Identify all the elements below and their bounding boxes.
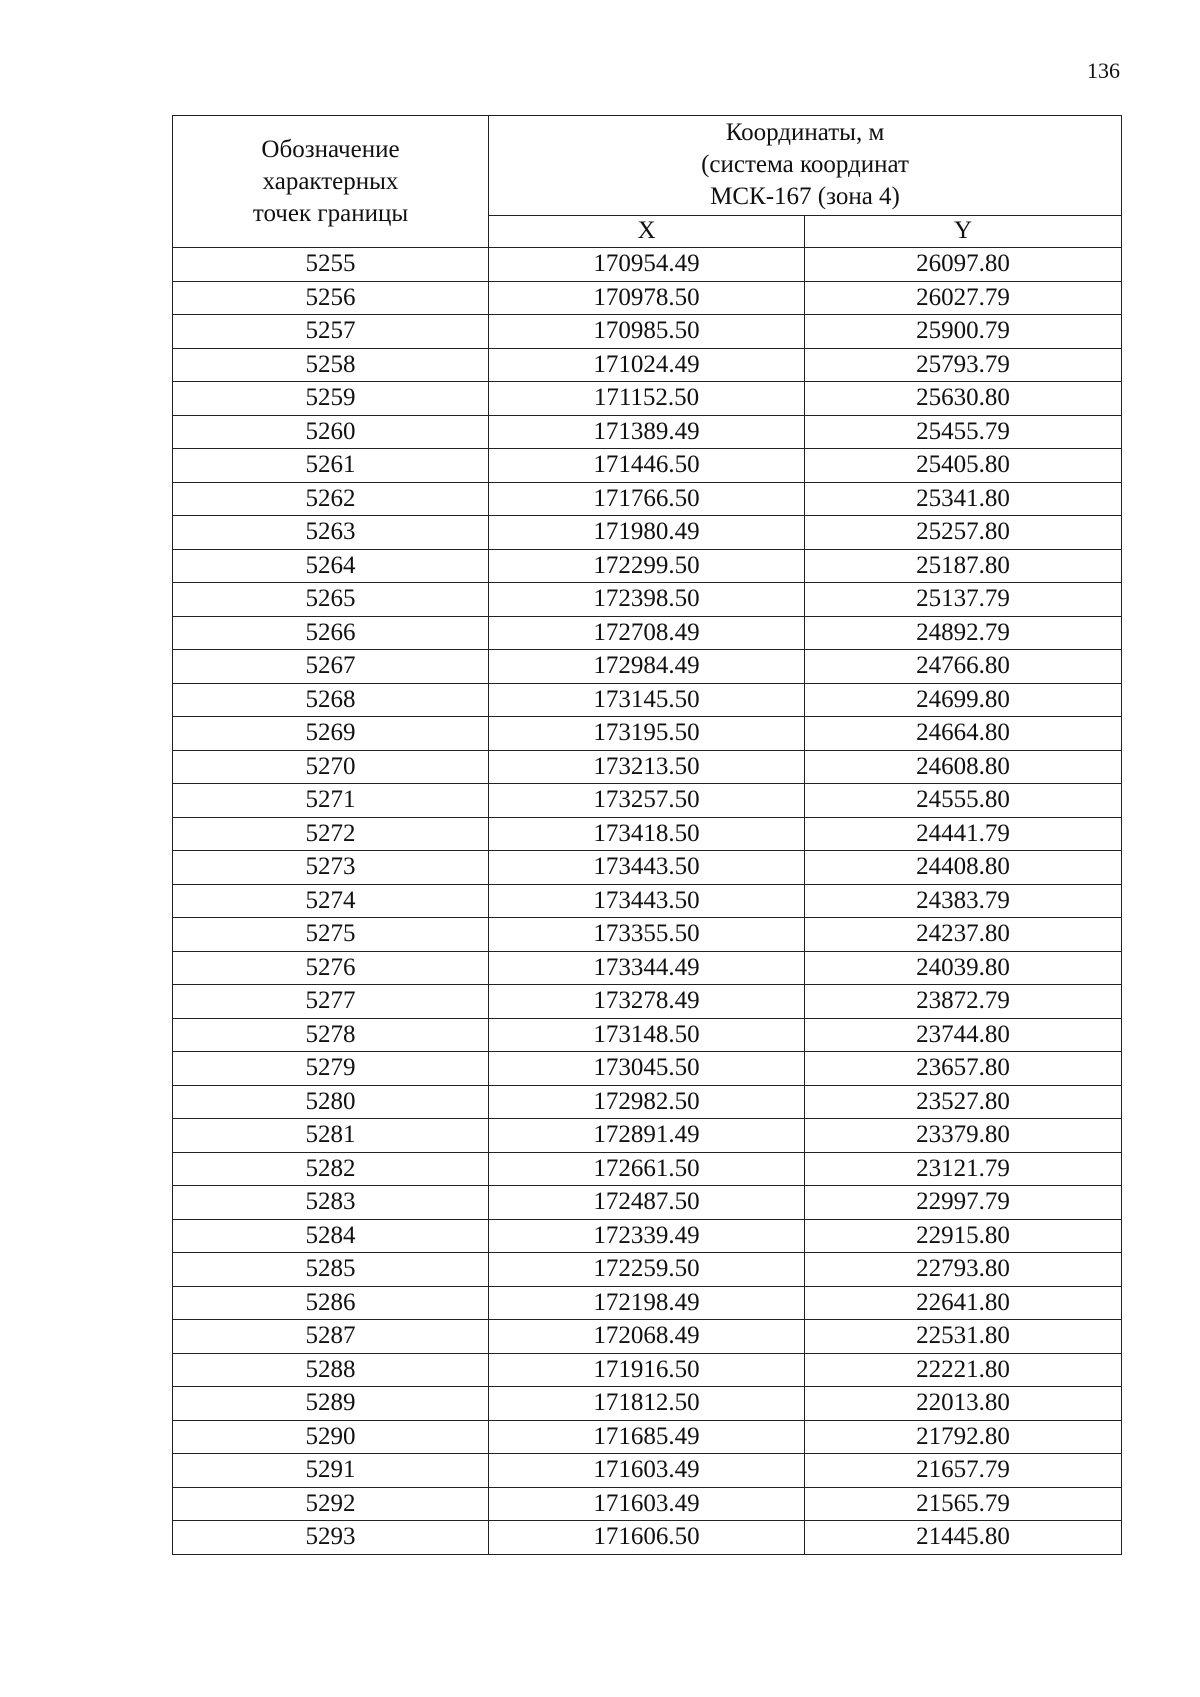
y-coordinate-cell: 21565.79 bbox=[805, 1487, 1122, 1521]
table-row bbox=[173, 750, 1122, 784]
x-coordinate-cell: 173145.50 bbox=[489, 683, 805, 717]
point-id-cell: 5290 bbox=[173, 1420, 489, 1454]
point-id-cell: 5274 bbox=[173, 884, 489, 918]
x-coordinate-cell: 173045.50 bbox=[489, 1052, 805, 1086]
x-coordinate-cell: 173443.50 bbox=[489, 851, 805, 885]
y-coordinate-cell: 25630.80 bbox=[805, 382, 1122, 416]
point-id-cell: 5291 bbox=[173, 1454, 489, 1488]
x-coordinate-cell: 171389.49 bbox=[489, 415, 805, 449]
x-coordinate-cell: 171606.50 bbox=[489, 1521, 805, 1555]
point-id-cell: 5288 bbox=[173, 1353, 489, 1387]
y-coordinate-cell: 25900.79 bbox=[805, 315, 1122, 349]
table-row bbox=[173, 1253, 1122, 1287]
x-coordinate-cell: 173344.49 bbox=[489, 951, 805, 985]
table-row bbox=[173, 348, 1122, 382]
point-id-cell: 5273 bbox=[173, 851, 489, 885]
y-coordinate-cell: 24408.80 bbox=[805, 851, 1122, 885]
y-coordinate-cell: 22915.80 bbox=[805, 1219, 1122, 1253]
table-row bbox=[173, 717, 1122, 751]
x-coordinate-cell: 172259.50 bbox=[489, 1253, 805, 1287]
y-coordinate-cell: 24892.79 bbox=[805, 616, 1122, 650]
table-row bbox=[173, 650, 1122, 684]
table-row bbox=[173, 1018, 1122, 1052]
y-coordinate-cell: 23744.80 bbox=[805, 1018, 1122, 1052]
table-row bbox=[173, 482, 1122, 516]
x-coordinate-cell: 172339.49 bbox=[489, 1219, 805, 1253]
point-id-cell: 5276 bbox=[173, 951, 489, 985]
x-coordinate-cell: 171980.49 bbox=[489, 516, 805, 550]
y-coordinate-cell: 25341.80 bbox=[805, 482, 1122, 516]
y-coordinate-cell: 23657.80 bbox=[805, 1052, 1122, 1086]
point-id-cell: 5267 bbox=[173, 650, 489, 684]
x-coordinate-cell: 173257.50 bbox=[489, 784, 805, 818]
point-id-cell: 5280 bbox=[173, 1085, 489, 1119]
y-coordinate-cell: 24664.80 bbox=[805, 717, 1122, 751]
table-row bbox=[173, 784, 1122, 818]
table-row bbox=[173, 1487, 1122, 1521]
y-coordinate-cell: 23379.80 bbox=[805, 1119, 1122, 1153]
x-coordinate-cell: 173278.49 bbox=[489, 985, 805, 1019]
table-row bbox=[173, 1085, 1122, 1119]
y-coordinate-cell: 25257.80 bbox=[805, 516, 1122, 550]
coords-header-line: Координаты, м bbox=[725, 119, 885, 147]
point-id-cell: 5262 bbox=[173, 482, 489, 516]
y-coordinate-cell: 24441.79 bbox=[805, 817, 1122, 851]
table-row bbox=[173, 1119, 1122, 1153]
table-row bbox=[173, 884, 1122, 918]
point-id-cell: 5286 bbox=[173, 1286, 489, 1320]
table-row bbox=[173, 951, 1122, 985]
x-column-header: X bbox=[489, 215, 805, 247]
y-coordinate-cell: 24237.80 bbox=[805, 918, 1122, 952]
point-id-cell: 5283 bbox=[173, 1186, 489, 1220]
table-row bbox=[173, 1353, 1122, 1387]
y-coordinate-cell: 26027.79 bbox=[805, 281, 1122, 315]
table-body bbox=[173, 248, 1122, 1555]
x-coordinate-cell: 171152.50 bbox=[489, 382, 805, 416]
table-row bbox=[173, 248, 1122, 282]
y-coordinate-cell: 22641.80 bbox=[805, 1286, 1122, 1320]
point-header-line: Обозначение bbox=[261, 135, 400, 163]
y-coordinate-cell: 21792.80 bbox=[805, 1420, 1122, 1454]
y-coordinate-cell: 24039.80 bbox=[805, 951, 1122, 985]
table-row bbox=[173, 1186, 1122, 1220]
y-coordinate-cell: 21445.80 bbox=[805, 1521, 1122, 1555]
table-row bbox=[173, 1521, 1122, 1555]
x-coordinate-cell: 172708.49 bbox=[489, 616, 805, 650]
y-coordinate-cell: 23121.79 bbox=[805, 1152, 1122, 1186]
x-coordinate-cell: 172398.50 bbox=[489, 583, 805, 617]
y-coordinate-cell: 22013.80 bbox=[805, 1387, 1122, 1421]
point-id-cell: 5270 bbox=[173, 750, 489, 784]
y-coordinate-cell: 25455.79 bbox=[805, 415, 1122, 449]
y-coordinate-cell: 24383.79 bbox=[805, 884, 1122, 918]
y-coordinate-cell: 23872.79 bbox=[805, 985, 1122, 1019]
point-designation-header bbox=[173, 116, 489, 248]
x-coordinate-cell: 170978.50 bbox=[489, 281, 805, 315]
table-row bbox=[173, 1052, 1122, 1086]
point-id-cell: 5281 bbox=[173, 1119, 489, 1153]
table-row bbox=[173, 1387, 1122, 1421]
x-coordinate-cell: 172661.50 bbox=[489, 1152, 805, 1186]
table-row bbox=[173, 1420, 1122, 1454]
y-coordinate-cell: 22531.80 bbox=[805, 1320, 1122, 1354]
point-header-line: характерных bbox=[262, 167, 399, 195]
y-coordinate-cell: 22221.80 bbox=[805, 1353, 1122, 1387]
point-id-cell: 5257 bbox=[173, 315, 489, 349]
table-row bbox=[173, 415, 1122, 449]
y-coordinate-cell: 22997.79 bbox=[805, 1186, 1122, 1220]
point-id-cell: 5258 bbox=[173, 348, 489, 382]
x-coordinate-cell: 172299.50 bbox=[489, 549, 805, 583]
point-id-cell: 5272 bbox=[173, 817, 489, 851]
x-coordinate-cell: 172487.50 bbox=[489, 1186, 805, 1220]
x-coordinate-cell: 172198.49 bbox=[489, 1286, 805, 1320]
y-coordinate-cell: 24699.80 bbox=[805, 683, 1122, 717]
point-id-cell: 5265 bbox=[173, 583, 489, 617]
table-row bbox=[173, 1219, 1122, 1253]
x-coordinate-cell: 171685.49 bbox=[489, 1420, 805, 1454]
y-coordinate-cell: 22793.80 bbox=[805, 1253, 1122, 1287]
point-id-cell: 5256 bbox=[173, 281, 489, 315]
point-id-cell: 5275 bbox=[173, 918, 489, 952]
x-coordinate-cell: 171446.50 bbox=[489, 449, 805, 483]
y-coordinate-cell: 21657.79 bbox=[805, 1454, 1122, 1488]
x-coordinate-cell: 171603.49 bbox=[489, 1454, 805, 1488]
x-coordinate-cell: 172982.50 bbox=[489, 1085, 805, 1119]
x-coordinate-cell: 171812.50 bbox=[489, 1387, 805, 1421]
point-id-cell: 5264 bbox=[173, 549, 489, 583]
table-row bbox=[173, 281, 1122, 315]
x-coordinate-cell: 171916.50 bbox=[489, 1353, 805, 1387]
table-row bbox=[173, 315, 1122, 349]
x-coordinate-cell: 170954.49 bbox=[489, 248, 805, 282]
point-id-cell: 5284 bbox=[173, 1219, 489, 1253]
point-id-cell: 5292 bbox=[173, 1487, 489, 1521]
point-id-cell: 5287 bbox=[173, 1320, 489, 1354]
x-coordinate-cell: 173355.50 bbox=[489, 918, 805, 952]
point-id-cell: 5260 bbox=[173, 415, 489, 449]
point-id-cell: 5269 bbox=[173, 717, 489, 751]
point-id-cell: 5271 bbox=[173, 784, 489, 818]
x-coordinate-cell: 172984.49 bbox=[489, 650, 805, 684]
x-coordinate-cell: 172068.49 bbox=[489, 1320, 805, 1354]
x-coordinate-cell: 173195.50 bbox=[489, 717, 805, 751]
coordinates-table bbox=[172, 115, 1122, 1555]
x-coordinate-cell: 171024.49 bbox=[489, 348, 805, 382]
point-id-cell: 5259 bbox=[173, 382, 489, 416]
table-row bbox=[173, 549, 1122, 583]
x-coordinate-cell: 170985.50 bbox=[489, 315, 805, 349]
coords-header-line: МСК-167 (зона 4) bbox=[710, 183, 900, 211]
x-coordinate-cell: 173418.50 bbox=[489, 817, 805, 851]
table-header bbox=[173, 116, 1122, 248]
table-row bbox=[173, 817, 1122, 851]
coordinates-group-header bbox=[489, 116, 1122, 216]
page-number: 136 bbox=[1087, 58, 1120, 83]
point-id-cell: 5268 bbox=[173, 683, 489, 717]
point-id-cell: 5293 bbox=[173, 1521, 489, 1555]
y-coordinate-cell: 25137.79 bbox=[805, 583, 1122, 617]
table-row bbox=[173, 1320, 1122, 1354]
y-coordinate-cell: 26097.80 bbox=[805, 248, 1122, 282]
table-row bbox=[173, 918, 1122, 952]
table-row bbox=[173, 851, 1122, 885]
x-coordinate-cell: 172891.49 bbox=[489, 1119, 805, 1153]
x-coordinate-cell: 171766.50 bbox=[489, 482, 805, 516]
y-coordinate-cell: 24766.80 bbox=[805, 650, 1122, 684]
y-coordinate-cell: 24608.80 bbox=[805, 750, 1122, 784]
point-id-cell: 5285 bbox=[173, 1253, 489, 1287]
y-coordinate-cell: 23527.80 bbox=[805, 1085, 1122, 1119]
point-id-cell: 5278 bbox=[173, 1018, 489, 1052]
table-row bbox=[173, 1152, 1122, 1186]
table-row bbox=[173, 382, 1122, 416]
table-row bbox=[173, 985, 1122, 1019]
point-id-cell: 5255 bbox=[173, 248, 489, 282]
table-row bbox=[173, 683, 1122, 717]
table-row bbox=[173, 516, 1122, 550]
point-id-cell: 5263 bbox=[173, 516, 489, 550]
y-coordinate-cell: 24555.80 bbox=[805, 784, 1122, 818]
x-coordinate-cell: 173148.50 bbox=[489, 1018, 805, 1052]
y-coordinate-cell: 25405.80 bbox=[805, 449, 1122, 483]
table-row bbox=[173, 583, 1122, 617]
point-header-line: точек границы bbox=[252, 199, 409, 227]
point-id-cell: 5261 bbox=[173, 449, 489, 483]
x-coordinate-cell: 173213.50 bbox=[489, 750, 805, 784]
table-row bbox=[173, 1286, 1122, 1320]
point-id-cell: 5289 bbox=[173, 1387, 489, 1421]
y-column-header: Y bbox=[805, 215, 1122, 247]
coords-header-line: (система координат bbox=[701, 151, 909, 179]
y-coordinate-cell: 25187.80 bbox=[805, 549, 1122, 583]
table-row bbox=[173, 1454, 1122, 1488]
point-id-cell: 5282 bbox=[173, 1152, 489, 1186]
point-id-cell: 5266 bbox=[173, 616, 489, 650]
table-row bbox=[173, 449, 1122, 483]
point-id-cell: 5277 bbox=[173, 985, 489, 1019]
table-row bbox=[173, 616, 1122, 650]
y-coordinate-cell: 25793.79 bbox=[805, 348, 1122, 382]
x-coordinate-cell: 173443.50 bbox=[489, 884, 805, 918]
point-id-cell: 5279 bbox=[173, 1052, 489, 1086]
x-coordinate-cell: 171603.49 bbox=[489, 1487, 805, 1521]
